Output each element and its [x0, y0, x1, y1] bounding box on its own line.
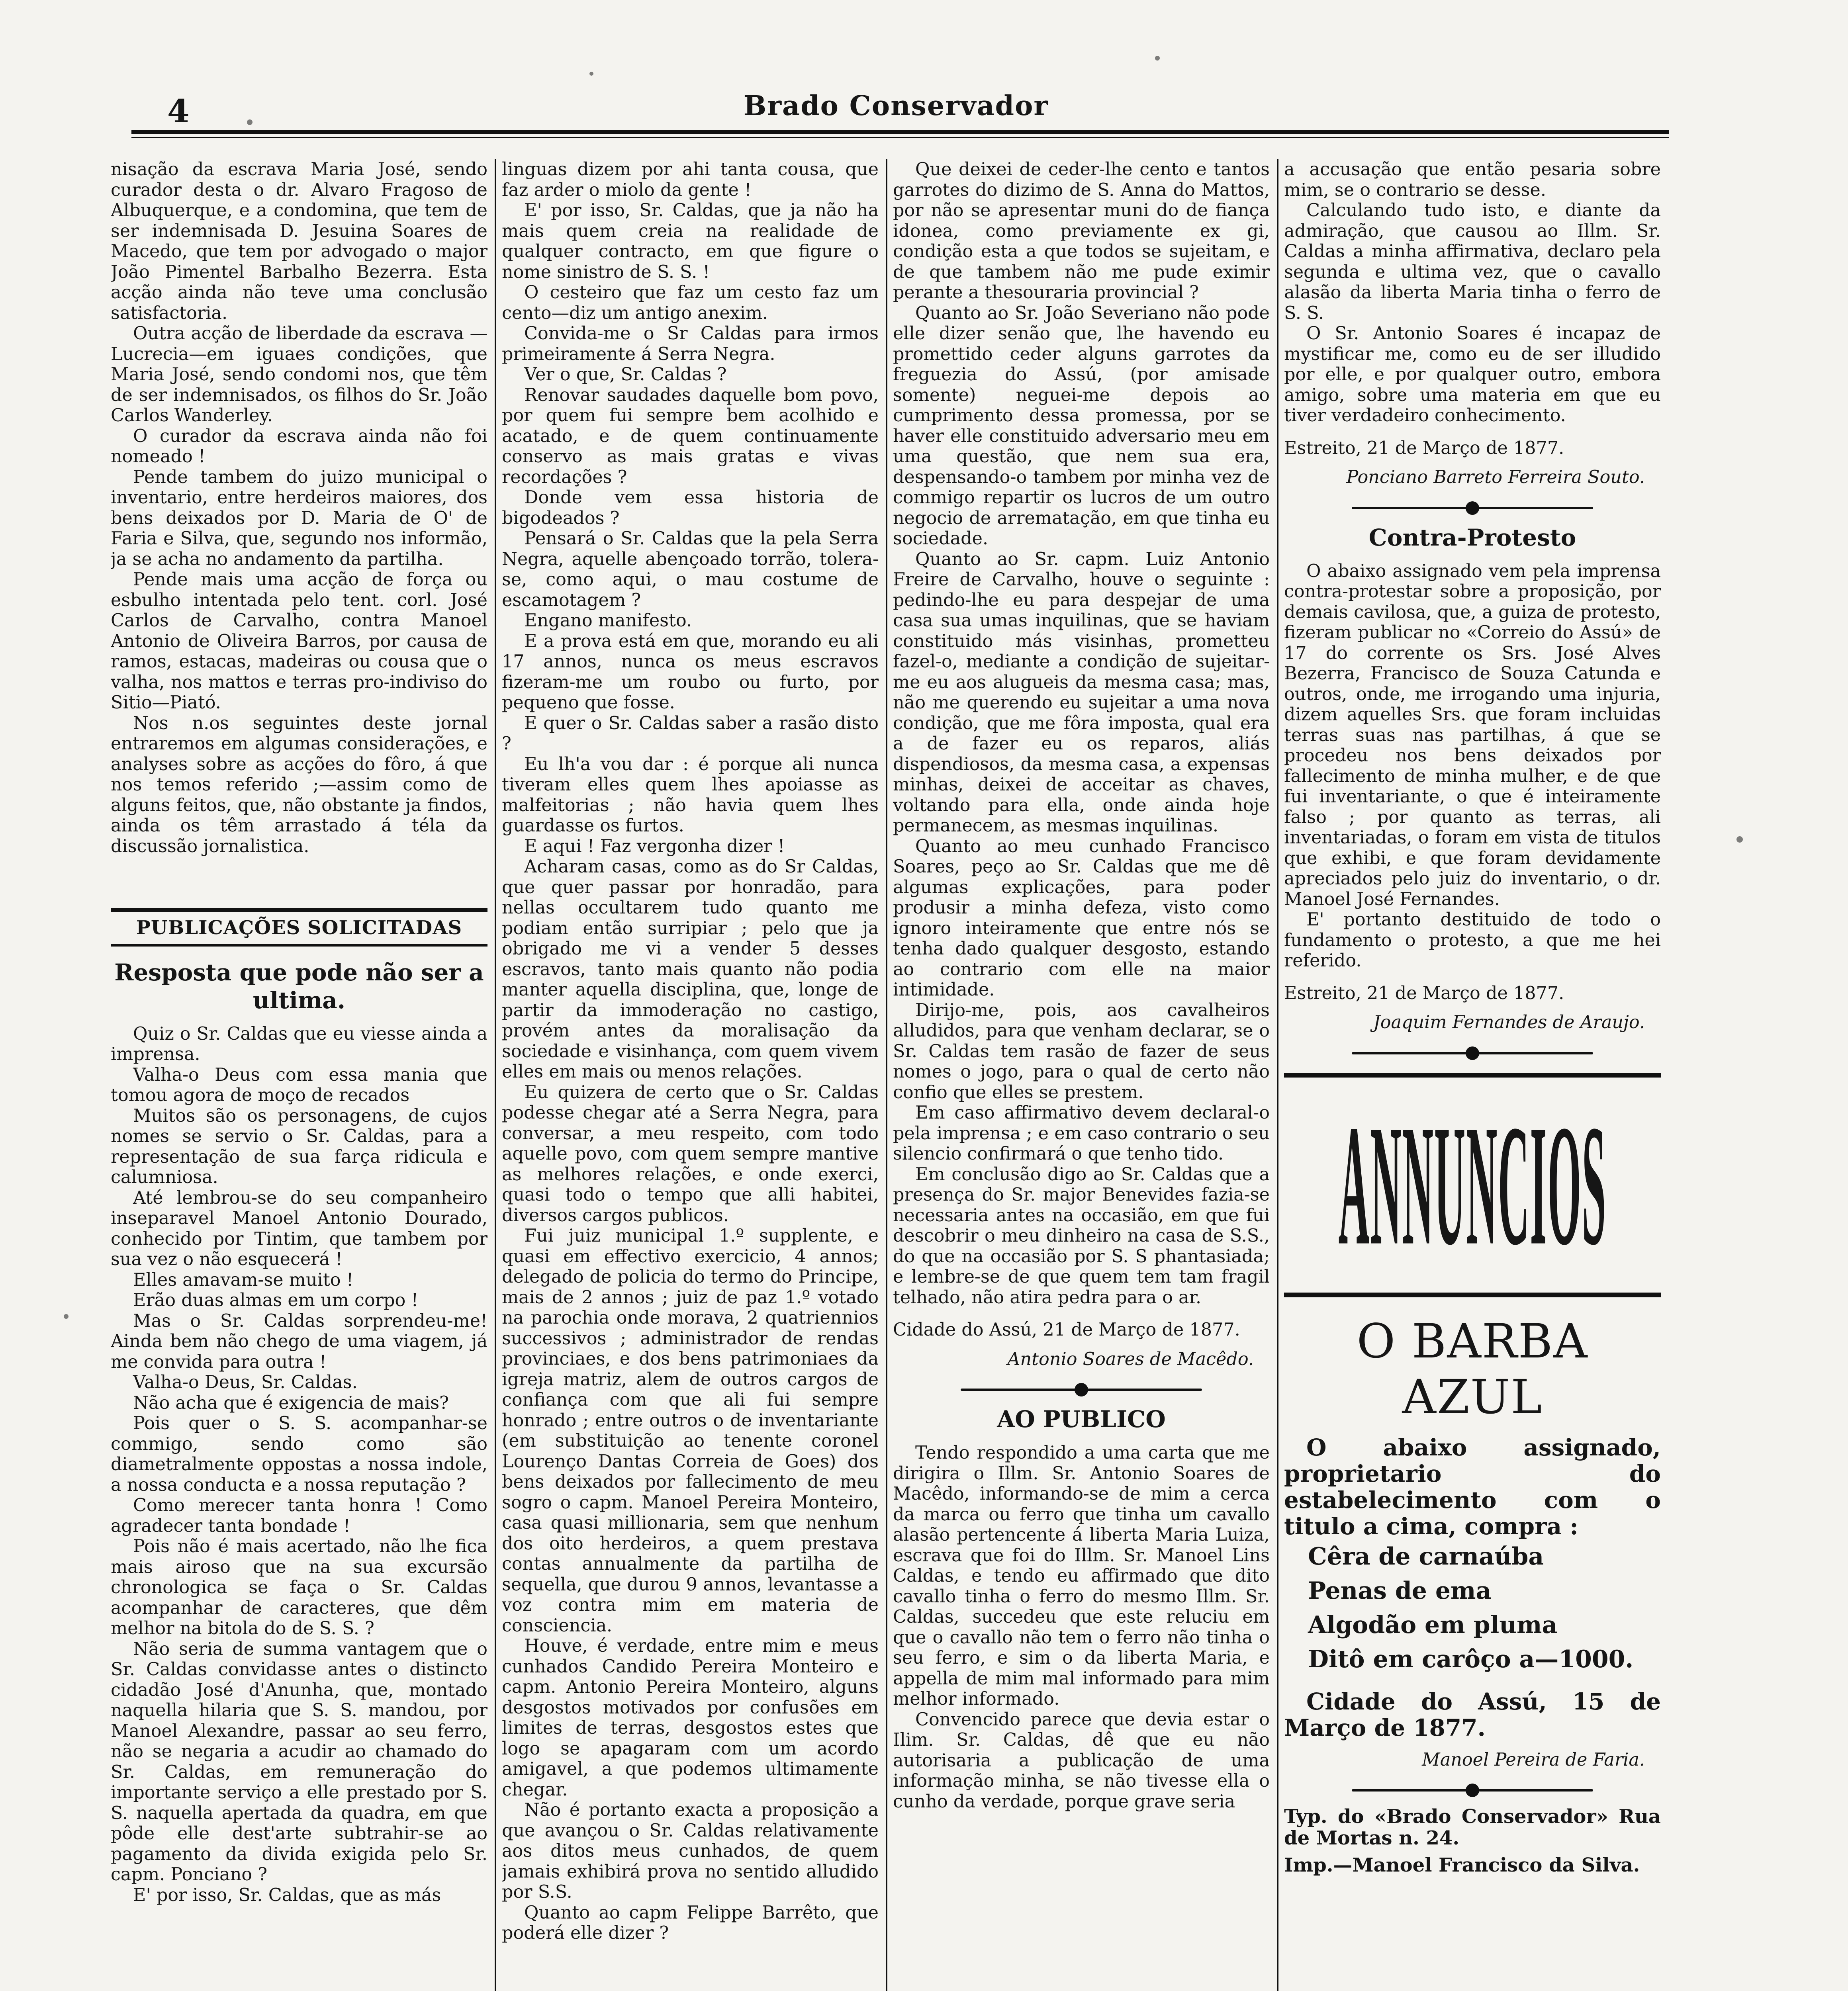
paragraph: Mas o Sr. Caldas sorprendeu-me! Ainda bem não chego de uma viagem, já me convida para outra !: [111, 1310, 487, 1372]
scan-speck: [1736, 836, 1743, 843]
paragraph: Renovar saudades daquelle bom povo, por quem fui sempre bem acolhido e acatado, e de quem continuamente conservo as mais gratas e vivas recordações ?: [502, 385, 879, 487]
imprint-line: Typ. do «Brado Conservador» Rua de Mortas n. 24.: [1284, 1805, 1661, 1849]
signature: Ponciano Barreto Ferreira Souto.: [1346, 467, 1645, 487]
paragraph: O Sr. Antonio Soares é incapaz de mystificar me, como eu de ser illudido por elle, e por qualquer outro, embora amigo, sobre uma materia em que eu tiver verdadeiro conhecimento.: [1284, 323, 1661, 426]
ad-item: Algodão em pluma: [1308, 1611, 1558, 1639]
paragraph: Não acha que é exigencia de mais?: [133, 1393, 449, 1413]
scan-speck: [589, 72, 593, 76]
column-divider: [886, 159, 887, 1991]
dateline: Cidade do Assú, 21 de Março de 1877.: [893, 1320, 1240, 1340]
paragraph: Pois não é mais acertado, não lhe fica mais airoso que na sua excursão chronologica se faça o Sr. Caldas acompanhar de caracteres, que dêm melhor na bitola do de S. S. ?: [111, 1536, 487, 1639]
paragraph: Convida-me o Sr Caldas para irmos primeiramente á Serra Negra.: [502, 323, 879, 364]
column-4: [1284, 159, 1661, 1876]
paragraph: Quanto ao Sr. João Severiano não pode elle dizer senão que, lhe havendo eu promettido ceder alguns garrotes da freguezia do Assú, (por amisade somente) neguei-me depois ao cumprimento dessa promessa, por se haver elle constituido adversario meu em uma questão, que nem sua era, despensando-o tambem por minha vez de commigo repartir os lucros de um outro negocio de arrematação, em que tinha eu sociedade.: [893, 303, 1270, 549]
signature: Joaquim Fernandes de Araujo.: [1373, 1012, 1645, 1033]
announcements-heading: ANNUNCIOS: [1338, 1089, 1607, 1281]
paragraph: linguas dizem por ahi tanta cousa, que faz arder o miolo da gente !: [502, 159, 879, 200]
paragraph: Quiz o Sr. Caldas que eu viesse ainda a imprensa.: [111, 1023, 487, 1064]
paragraph: Donde vem essa historia de bigodeados ?: [502, 487, 879, 528]
paragraph: Elles amavam-se muito !: [133, 1269, 354, 1290]
paragraph: Pende tambem do juizo municipal o inventario, entre herdeiros maiores, dos bens deixados por D. Maria de O' de Faria e Silva, que, segundo nos informão, ja se acha no andamento da partilha.: [111, 467, 487, 569]
paragraph: Valha-o Deus com essa mania que tomou agora de moço de recados: [111, 1064, 487, 1105]
paragraph: Pois quer o S. S. acompanhar-se commigo, sendo como são diametralmente oppostas a nossa indole, a nossa conducta e a nossa reputação ?: [111, 1413, 487, 1495]
paragraph: Eu quizera de certo que o Sr. Caldas podesse chegar até a Serra Negra, para conversar, a meu respeito, com todo aquelle povo, com quem sempre mantive as melhores relações, e onde exerci, quasi todo o tempo que alli habitei, diversos cargos publicos.: [502, 1082, 879, 1226]
paragraph: Quanto ao meu cunhado Francisco Soares, peço ao Sr. Caldas que me dê algumas explicações, para poder produsir a minha defeza, visto como ignoro inteiramente que entre nós se tenha dado qualquer desgosto, estando ao contrario com elle na maior intimidade.: [893, 836, 1270, 1000]
column-3: [893, 159, 1270, 1812]
paragraph: Muitos são os personagens, de cujos nomes se servio o Sr. Caldas, para a representação de sua farça ridicula e calumniosa.: [111, 1105, 487, 1187]
paragraph: Dirijo-me, pois, aos cavalheiros alludidos, para que venham declarar, se o Sr. Caldas tem rasão de fazer de seus nomes o jogo, para o qual de certo não confio que elles se prestem.: [893, 1000, 1270, 1103]
paragraph: Valha-o Deus, Sr. Caldas.: [133, 1372, 358, 1393]
paragraph: Calculando tudo isto, e diante da admiração, que causou ao Illm. Sr. Caldas a minha affirmativa, declaro pela segunda e ultima vez, que o cavallo alasão da liberta Maria tinha o ferro de S. S.: [1284, 200, 1661, 323]
paragraph: Quanto ao Sr. capm. Luiz Antonio Freire de Carvalho, houve o seguinte : pedindo-lhe eu para despejar de uma casa sua umas inquilinas, que se haviam constituido más visinhas, prometteu fazel-o, mediante a condição de sujeitar-me eu aos alugueis da mesma casa; mas, não me querendo eu sujeitar a uma nova condição, que me fôra imposta, qual era a de fazer eu os reparos, aliás dispendiosos, da mesma casa, a expensas minhas, deixei de acceitar as chaves, voltando para ella, onde ainda hoje permanecem, as mesmas inquilinas.: [893, 549, 1270, 836]
paragraph: Que deixei de ceder-lhe cento e tantos garrotes do dizimo de S. Anna do Mattos, por não se apresentar muni do de fiança idonea, como previamente ex gi, condição esta a que todos se sujeitam, e de que tambem não me pude eximir perante a thesouraria provincial ?: [893, 159, 1270, 303]
paragraph: E a prova está em que, morando eu ali 17 annos, nunca os meus escravos fizeram-me um roubo ou furto, por pequeno que fosse.: [502, 631, 879, 713]
paragraph: Engano manifesto.: [524, 610, 692, 631]
paragraph: nisação da escrava Maria José, sendo curador desta o dr. Alvaro Fragoso de Albuquerque, e a condomina, que tem de ser indemnisada D. Jesuina Soares de Macedo, que tem por advogado o major João Pimentel Barbalho Bezerra. Esta acção ainda não teve uma conclusão satisfactoria.: [111, 159, 487, 323]
paragraph: Ver o que, Sr. Caldas ?: [524, 364, 727, 385]
paragraph: E' por isso, Sr. Caldas, que as más: [133, 1885, 441, 1905]
column-2: [502, 159, 879, 1944]
paragraph: E quer o Sr. Caldas saber a rasão disto ?: [502, 713, 879, 754]
article-title: Resposta que pode não ser a ultima.: [114, 958, 484, 1014]
column-1: [111, 159, 487, 1905]
imprint-line: Imp.—Manoel Francisco da Silva.: [1284, 1854, 1640, 1876]
newspaper-title: Brado Conservador: [743, 90, 1049, 122]
paragraph: Erão duas almas em um corpo !: [133, 1290, 419, 1310]
signature: Antonio Soares de Macêdo.: [1007, 1349, 1254, 1369]
paragraph: Acharam casas, como as do Sr Caldas, que quer passar por honradão, para nellas occultarem tudo quanto me podiam então surripiar ; pelo que ja obrigado me vi a vender 5 desses escravos, tanto mais quanto não podia manter aquella disciplina, que, longe de partir da immoderação no castigo, provém antes da moralisação da sociedade e visinhança, com quem vivem elles em mais ou menos relações.: [502, 857, 879, 1082]
paragraph: Pende mais uma acção de força ou esbulho intentada pelo tent. corl. José Carlos de Carvalho, contra Manoel Antonio de Oliveira Barros, por causa de ramos, estacas, madeiras ou cousa que o valha, nos mattos e terras pro-indiviso do Sitio—Piató.: [111, 569, 487, 713]
paragraph: Fui juiz municipal 1.º supplente, e quasi em effectivo exercicio, 4 annos; delegado de policia do termo do Principe, mais de 2 annos ; juiz de paz 1.º votado na parochia onde morava, 2 quatriennios successivos ; administrador de rendas provinciaes, e dos bens patrimoniaes da igreja matriz, alem de outros cargos de confiança com que ali fui sempre honrado ; entre outros o de inventariante (em substituição ao tenente coronel Lourenço Dantas Correia de Goes) dos bens deixados por fallecimento de meu sogro o capm. Manoel Pereira Monteiro, casa quasi millionaria, sem que nenhum dos oito herdeiros, a quem prestava contas annualmente da partilha de sequella, que durou 9 annos, levantasse a voz contra mim em materia de consciencia.: [502, 1226, 879, 1636]
paragraph: E aqui ! Faz vergonha dizer !: [524, 836, 785, 857]
announcements-banner: [1284, 1073, 1661, 1297]
paragraph: O abaixo assignado vem pela imprensa contra-protestar sobre a proposição, por demais cavilosa, que, a guiza de protesto, fizeram publicar no «Correio do Assú» de 17 do corrente os Srs. José Alves Bezerra, Francisco de Souza Catunda e outros, onde, me irrogando uma injuria, dizem aquelles Srs. que foram incluidas terras suas nas partilhas, á que se procedeu nos bens deixados por fallecimento de minha mulher, e de que fui inventariante, o que é inteiramente falso ; por quanto as terras, ali inventariadas, o foram em vista de titulos que exhibi, e que foram devidamente apreciados pelo juiz do inventario, o dr. Manoel José Fernandes.: [1284, 561, 1661, 909]
paragraph: O cesteiro que faz um cesto faz um cento—diz um antigo anexim.: [502, 282, 879, 323]
paragraph: O curador da escrava ainda não foi nomeado !: [111, 426, 487, 467]
ornament-divider: [1284, 1782, 1661, 1798]
ornament-divider: [893, 1381, 1270, 1397]
ad-item: Cêra de carnaúba: [1308, 1542, 1544, 1571]
scan-speck: [64, 1314, 69, 1319]
paragraph: Nos n.os seguintes deste jornal entraremos em algumas considerações, e analyses sobre as acções do fôro, á que nos temos referido ;—assim como de alguns feitos, que, não obstante ja findos, ainda os têm arrastado á téla da discussão jornalistica.: [111, 713, 487, 857]
paragraph: Tendo respondido a uma carta que me dirigira o Illm. Sr. Antonio Soares de Macêdo, informando-se de mim a cerca da marca ou ferro que tinha um cavallo alasão pertencente á liberta Maria Luiza, escrava que foi do Illm. Sr. Manoel Lins Caldas, e tendo eu affirmado que dito cavallo tinha o ferro do mesmo Illm. Sr. Caldas, succedeu que este reluciu em que o cavallo não tem o ferro não tinha o seu ferro, e sim o da liberta Maria, e appella de mim mal informado para mim melhor informado.: [893, 1443, 1270, 1709]
paragraph: Eu lh'a vou dar : é porque ali nunca tiveram elles quem lhes apoiasse as malfeitorias ; não havia quem lhes guardasse os furtos.: [502, 754, 879, 836]
paragraph: E' portanto destituido de todo o fundamento o protesto, a que me hei referido.: [1284, 909, 1661, 971]
dateline: Estreito, 21 de Março de 1877.: [1284, 983, 1564, 1003]
paragraph: Até lembrou-se do seu companheiro inseparavel Manoel Antonio Dourado, conhecido por Tintim, que tambem por sua vez o não esquecerá !: [111, 1187, 487, 1269]
column-divider: [495, 159, 496, 1991]
paragraph: Não seria de summa vantagem que o Sr. Caldas convidasse antes o distincto cidadão José d'Anunha, que, montado naquella hilaria que S. S. mandou, por Manoel Alexandre, passar ao seu ferro, não se negaria a acudir ao chamado do Sr. Caldas, em remuneração do importante serviço a elle prestado por S. S. naquella apertada da quadra, em que pôde elle dest'arte subtrahir-se ao pagamento da divida exigida pelo Sr. capm. Ponciano ?: [111, 1639, 487, 1885]
ad-title: O BARBA AZUL: [1357, 1313, 1588, 1424]
header-rule-thin: [131, 137, 1669, 138]
ad-dateline: Cidade do Assú, 15 de Março de 1877.: [1284, 1688, 1661, 1741]
article-title: Contra-Protesto: [1368, 524, 1576, 551]
paragraph: E' por isso, Sr. Caldas, que ja não ha mais quem creia na realidade de qualquer contracto, em que figure o nome sinistro de S. S. !: [502, 200, 879, 282]
paragraph: a accusação que então pesaria sobre mim, se o contrario se desse.: [1284, 159, 1661, 200]
paragraph: Outra acção de liberdade da escrava —Lucrecia—em iguaes condições, que Maria José, sendo condomi nos, que têm de ser indemnisados, os filhos do Sr. João Carlos Wanderley.: [111, 323, 487, 426]
page-number: 4: [167, 92, 190, 130]
column-divider: [1277, 159, 1278, 1991]
paragraph: Como merecer tanta honra ! Como agradecer tanta bondade !: [111, 1495, 487, 1536]
page-header: [119, 92, 1673, 128]
ad-item: Ditô em carôço a—1000.: [1308, 1645, 1634, 1673]
ad-item: Penas de ema: [1308, 1576, 1492, 1605]
paragraph: Quanto ao capm Felippe Barrêto, que poderá elle dizer ?: [502, 1902, 879, 1943]
paragraph: Em conclusão digo ao Sr. Caldas que a presença do Sr. major Benevides fazia-se necessaria antes na occasião, em que fui descobrir o meu dinheiro na casa de S.S., do que na occasião por S. S phantasiada; e lembre-se de que quem tem tam fragil telhado, não atira pedra para o ar.: [893, 1164, 1270, 1308]
article-title: AO PUBLICO: [997, 1406, 1166, 1433]
ornament-divider: [1284, 1045, 1661, 1061]
ad-lead: O abaixo assignado, proprietario do estabelecimento com o titulo a cima, compra :: [1284, 1434, 1661, 1540]
paragraph: Houve, é verdade, entre mim e meus cunhados Candido Pereira Monteiro e capm. Antonio Pereira Monteiro, alguns desgostos motivados por confusões em limites de terras, desgostos estes que logo se apagaram com um acordo amigavel, a que podemos ultimamente chegar.: [502, 1636, 879, 1800]
paragraph: Pensará o Sr. Caldas que la pela Serra Negra, aquelle abençoado torrão, tolera-se, como aqui, o mau costume de escamotagem ?: [502, 528, 879, 610]
paragraph: Convencido parece que devia estar o Ilim. Sr. Caldas, dê que eu não autorisaria a publicação de uma informação minha, se não tivesse ella o cunho da verdade, porque grave seria: [893, 1709, 1270, 1812]
dateline: Estreito, 21 de Março de 1877.: [1284, 438, 1564, 458]
header-rule: [131, 130, 1669, 134]
section-heading: PUBLICAÇÕES SOLICITADAS: [111, 908, 487, 947]
paragraph: Não é portanto exacta a proposição a que avançou o Sr. Caldas relativamente aos ditos meus cunhados, de quem jamais exhibirá prova no sentido alludido por S.S.: [502, 1800, 879, 1902]
paragraph: Em caso affirmativo devem declaral-o pela imprensa ; e em caso contrario o seu silencio confirmará o que tenho tido.: [893, 1103, 1270, 1164]
ad-signature: Manoel Pereira de Faria.: [1422, 1749, 1645, 1770]
ornament-divider: [1284, 500, 1661, 516]
scan-speck: [1155, 56, 1160, 61]
